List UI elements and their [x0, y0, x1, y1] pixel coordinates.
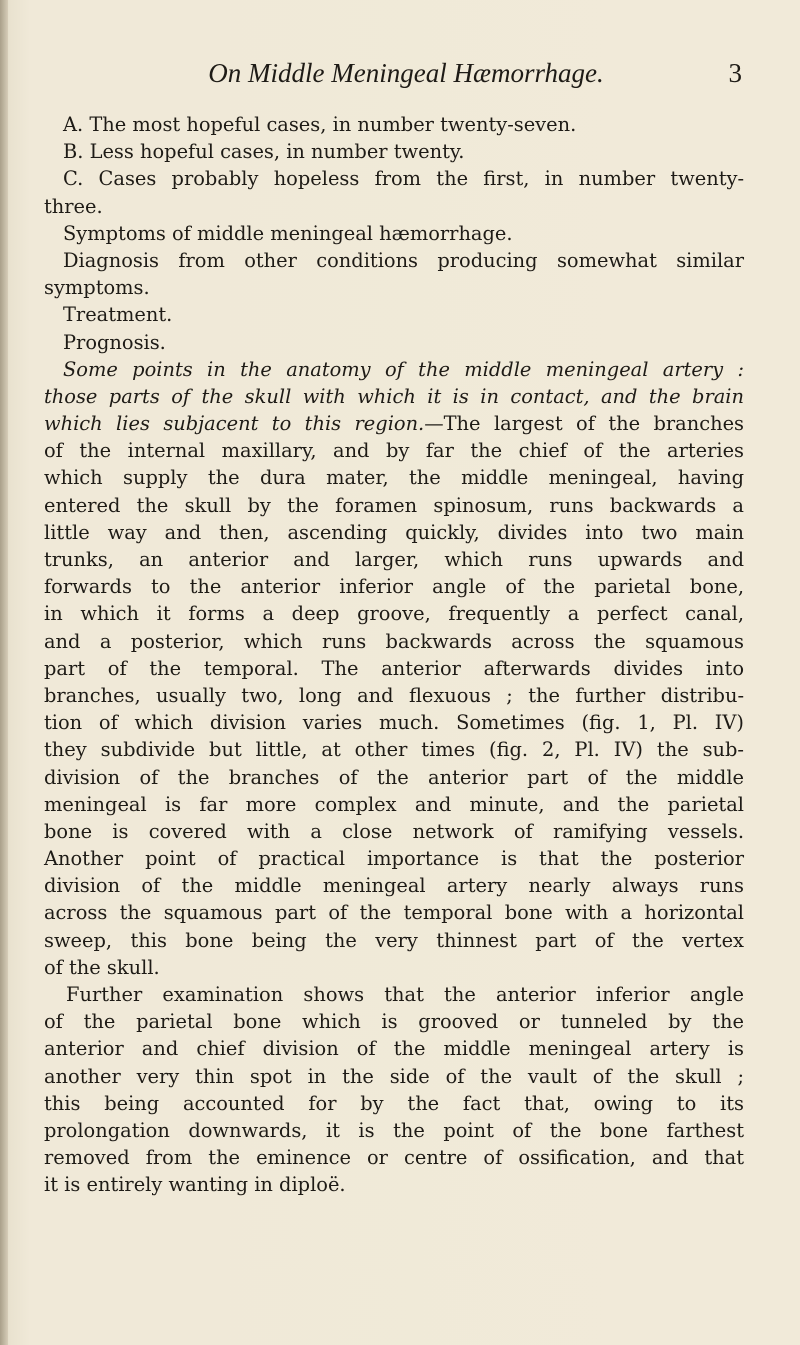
- page-header: [70, 58, 742, 88]
- text-line: A. The most hopeful cases, in number twenty-seven.: [63, 113, 577, 136]
- page-number: 3: [728, 58, 742, 88]
- text-line: Treatment.: [63, 303, 173, 327]
- text-line: entered the skull by the foramen spinosum, runs backwards a: [44, 493, 744, 517]
- text-line: three.: [44, 194, 103, 218]
- section-heading-italic: which lies subjacent to this region.: [44, 412, 425, 436]
- text-line: bone is covered with a close network of ramifying vessels.: [44, 819, 744, 843]
- section-heading-italic: those parts of the skull with which it is in contact, and the brain: [44, 384, 744, 408]
- text-line: trunks, an anterior and larger, which runs upwards and: [44, 548, 744, 571]
- text-line: prolongation downwards, it is the point of the bone farthest: [44, 1118, 744, 1142]
- text-line: across the squamous part of the temporal bone with a horizontal: [44, 901, 744, 925]
- text-line: of the parietal bone which is grooved or tunneled by the: [44, 1010, 744, 1034]
- running-title: On Middle Meningeal Hæmorrhage.: [208, 58, 604, 88]
- text-line: tion of which division varies much. Sometimes (fig. 1, Pl. IV): [44, 711, 744, 735]
- text-line: and a posterior, which runs backwards across the squamous: [44, 629, 744, 653]
- text-line: sweep, this bone being the very thinnest part of the vertex: [44, 928, 744, 952]
- body-text: [44, 111, 744, 1199]
- text-line: division of the middle meningeal artery nearly always runs: [44, 874, 744, 898]
- text-line: of the skull.: [44, 955, 160, 979]
- text-line: Diagnosis from other conditions producing somewhat similar: [63, 248, 744, 272]
- text-line: anterior and chief division of the middle meningeal artery is: [44, 1037, 744, 1061]
- text-line: branches, usually two, long and flexuous ; the further distribu-: [44, 683, 744, 707]
- text-line: another very thin spot in the side of the vault of the skull ;: [44, 1064, 744, 1088]
- text-line: removed from the eminence or centre of ossification, and that: [44, 1146, 744, 1170]
- text-line: B. Less hopeful cases, in number twenty.: [63, 140, 465, 164]
- text-line: part of the temporal. The anterior afterwards divides into: [44, 656, 744, 680]
- text-line: Symptoms of middle meningeal hæmorrhage.: [63, 221, 513, 245]
- text-line: [44, 356, 744, 383]
- text-line: forwards to the anterior inferior angle of the parietal bone,: [44, 575, 744, 599]
- text-line: in which it forms a deep groove, frequently a perfect canal,: [44, 602, 744, 626]
- text-line: it is entirely wanting in diploë.: [44, 1173, 346, 1197]
- page-gutter-shadow: [0, 0, 8, 1345]
- text-line: Another point of practical importance is that the posterior: [44, 847, 744, 871]
- text-line: of the internal maxillary, and by far the chief of the arteries: [44, 439, 744, 463]
- text-line: little way and then, ascending quickly, divides into two main: [44, 520, 744, 544]
- text-line: C. Cases probably hopeless from the first, in number twenty-: [63, 167, 744, 191]
- text-line: Prognosis.: [63, 330, 166, 354]
- text-line: symptoms.: [44, 276, 150, 300]
- text-line: which supply the dura mater, the middle meningeal, having: [44, 466, 744, 490]
- section-body-start: —The largest of the branches: [424, 412, 745, 436]
- text-line: this being accounted for by the fact that, owing to its: [44, 1091, 744, 1115]
- text-line: [44, 383, 744, 410]
- text-line: meningeal is far more complex and minute, and the parietal: [44, 792, 744, 816]
- text-line: they subdivide but little, at other times (fig. 2, Pl. IV) the sub-: [44, 738, 744, 762]
- text-line: Further examination shows that the anterior inferior angle: [66, 983, 744, 1006]
- text-line: division of the branches of the anterior part of the middle: [44, 765, 744, 789]
- text-line: [44, 410, 744, 437]
- section-heading-italic: Some points in the anatomy of the middle meningeal artery :: [63, 357, 744, 381]
